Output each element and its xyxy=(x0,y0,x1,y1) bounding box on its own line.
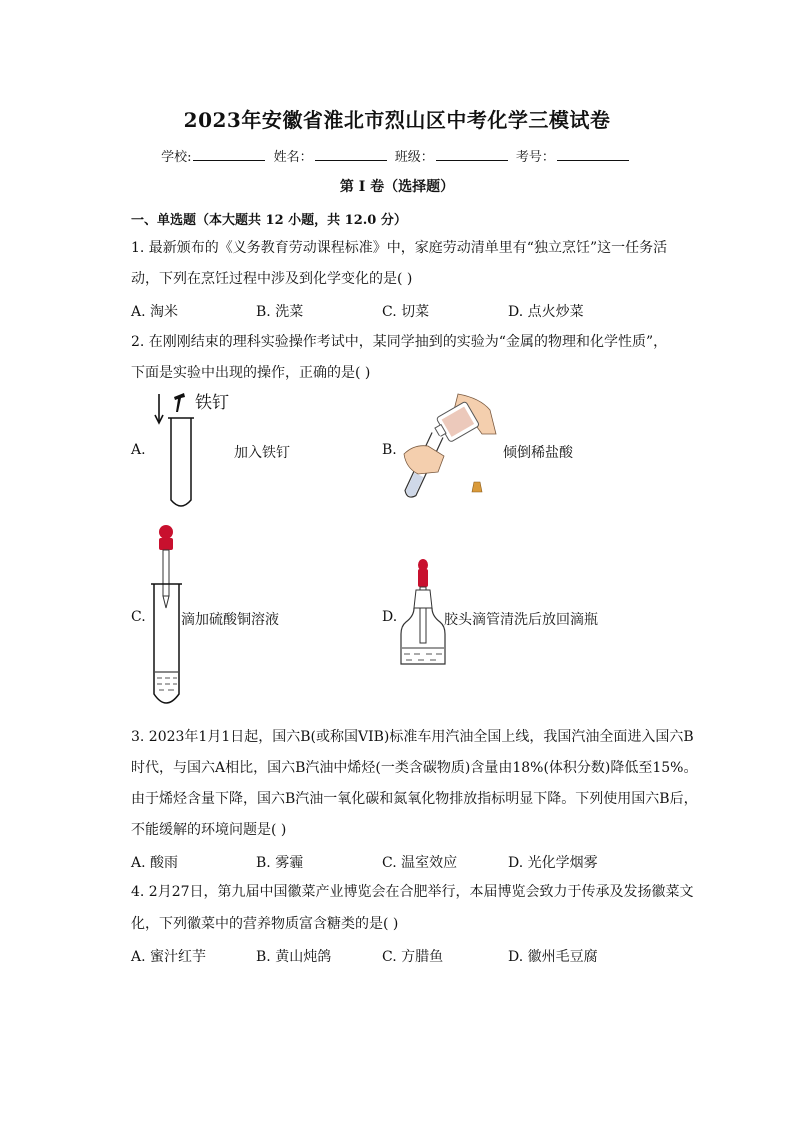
q1-line-1: 1. 最新颁布的《义务教育劳动课程标准》中，家庭劳动清单里有“独立烹饪”这一任务活 xyxy=(131,240,668,256)
name-blank xyxy=(315,148,387,161)
q4-option-b: B. 黄山炖鸽 xyxy=(256,949,332,965)
q2-option-b-text: 倾倒稀盐酸 xyxy=(503,445,573,461)
name-label: 姓名： xyxy=(273,150,313,165)
q4-option-d: D. 徽州毛豆腐 xyxy=(508,949,598,965)
q4-option-c: C. 方腊鱼 xyxy=(382,949,444,965)
q3-option-a: A. 酸雨 xyxy=(131,855,179,871)
class-label: 班级： xyxy=(394,150,434,165)
q3-line-4: 不能缓解的环境问题是( ) xyxy=(131,822,287,838)
school-label: 学校: xyxy=(161,150,192,165)
q4-option-a: A. 蜜汁红芋 xyxy=(131,949,207,965)
q2-option-b-letter: B. xyxy=(382,442,397,458)
exam-title: 2023年安徽省淮北市烈山区中考化学三模试卷 xyxy=(183,108,611,132)
dropper-bottle-figure xyxy=(398,558,448,670)
q2-option-d-letter: D. xyxy=(382,609,398,625)
q2-option-c-letter: C. xyxy=(131,609,146,625)
q2-line-1: 2. 在刚刚结束的理科实验操作考试中，某同学抽到的实验为“金属的物理和化学性质”， xyxy=(131,334,668,350)
school-blank xyxy=(193,148,265,161)
iron-nail-label: 铁钉 xyxy=(195,393,229,413)
pouring-acid-figure xyxy=(398,394,502,506)
q3-line-3: 由于烯烃含量下降，国六B汽油一氧化碳和氮氧化物排放指标明显下降。下列使用国六B后， xyxy=(131,791,698,807)
q2-option-c-text: 滴加硫酸铜溶液 xyxy=(181,612,279,628)
q1-option-b: B. 洗菜 xyxy=(256,304,304,320)
volume-heading: 第 I 卷（选择题） xyxy=(339,179,455,195)
q1-option-c: C. 切菜 xyxy=(382,304,430,320)
q3-line-2: 时代，与国六A相比，国六B汽油中烯烃(一类含碳物质)含量由18%(体积分数)降低至15%。 xyxy=(131,760,698,776)
q1-line-2: 动，下列在烹饪过程中涉及到化学变化的是( ) xyxy=(131,271,413,287)
class-blank xyxy=(436,148,508,161)
exam-no-blank xyxy=(557,148,629,161)
q3-option-c: C. 温室效应 xyxy=(382,855,458,871)
q2-option-a-text: 加入铁钉 xyxy=(234,445,290,461)
q3-option-b: B. 雾霾 xyxy=(256,855,304,871)
q4-line-1: 4. 2月27日，第九届中国徽菜产业博览会在合肥举行，本届博览会致力于传承及发扬徽菜文 xyxy=(131,884,694,900)
q2-option-d-text: 胶头滴管清洗后放回滴瓶 xyxy=(444,612,598,628)
q4-line-2: 化，下列徽菜中的营养物质富含糖类的是( ) xyxy=(131,916,399,932)
section-heading: 一、单选题（本大题共 12 小题，共 12.0 分） xyxy=(131,213,407,228)
exam-no-label: 考号： xyxy=(515,150,555,165)
q2-line-2: 下面是实验中出现的操作，正确的是( ) xyxy=(131,365,371,381)
q1-option-d: D. 点火炒菜 xyxy=(508,304,584,320)
q2-option-a-letter: A. xyxy=(131,442,146,458)
student-info-row xyxy=(0,146,794,165)
q3-option-d: D. 光化学烟雾 xyxy=(508,855,598,871)
q3-line-1: 3. 2023年1月1日起，国六B(或称国VIB)标准车用汽油全国上线，我国汽油全面进入国六B xyxy=(131,729,694,745)
q1-option-a: A. 淘米 xyxy=(131,304,179,320)
